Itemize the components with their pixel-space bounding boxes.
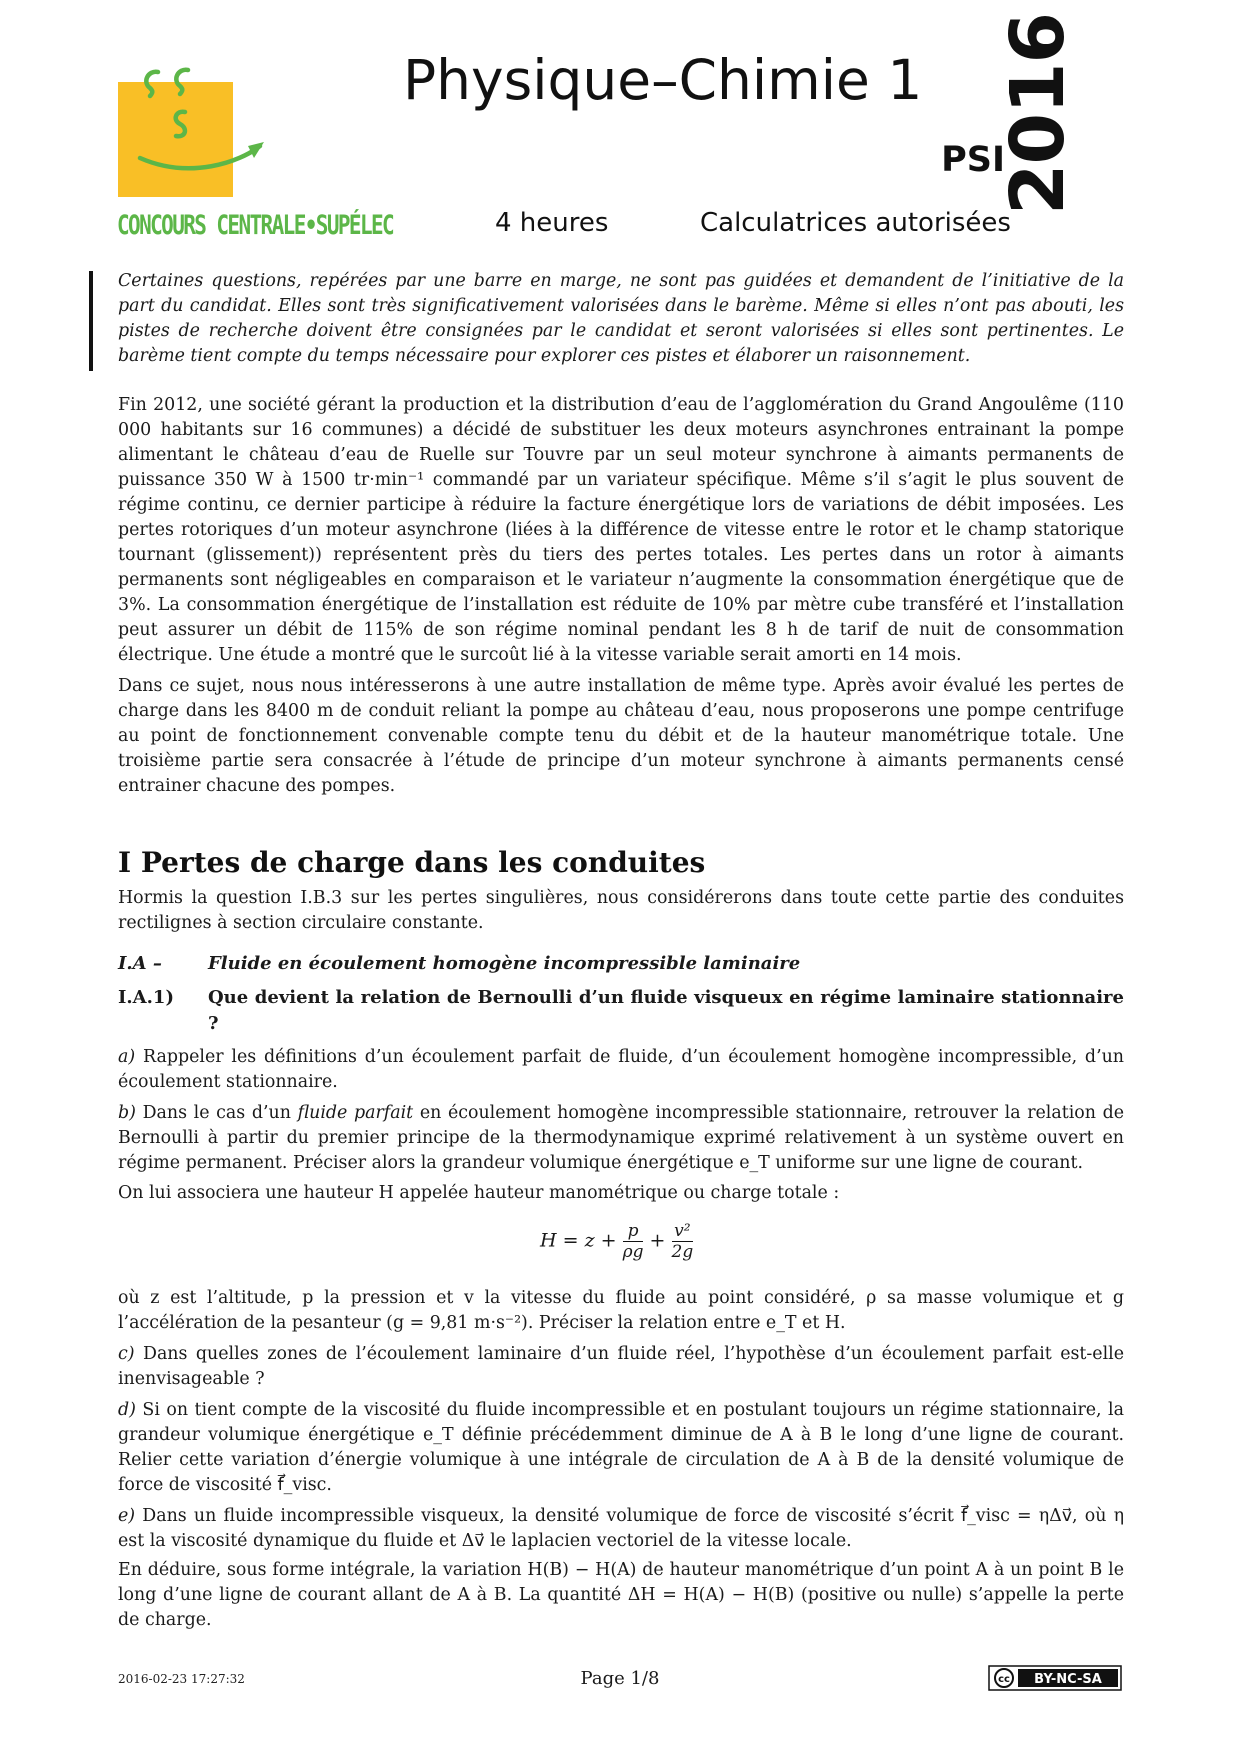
item-e: [118, 1504, 1124, 1554]
item-c: [118, 1342, 1124, 1392]
logo-letters-icon: [110, 62, 400, 212]
fraction-denominator: 2g: [671, 1242, 694, 1262]
cc-license-badge: [988, 1665, 1122, 1691]
subsection-title: Fluide en écoulement homogène incompressible laminaire: [208, 953, 801, 974]
margin-bar: [89, 271, 93, 371]
question-title: Que devient la relation de Bernoulli d’un fluide visqueux en régime laminaire stationnaire ?: [208, 987, 1124, 1034]
subsection-heading: [118, 953, 1018, 974]
intro-note: Certaines questions, repérées par une barre en marge, ne sont pas guidées et demandent de l’initiative de la part du candidat. Elles sont très significativement valorisées dans le barème. Même si elles n’ont pas abouti, les pistes de recherche doivent être consignées par le candidat et seront valorisées si elles sont pertinentes. Le barème tient compte du temps nécessaire pour explorer ces pistes et élaborer un raisonnement.: [118, 271, 1124, 366]
item-b-emphasis: fluide parfait: [297, 1103, 414, 1123]
section-title: I Pertes de charge dans les conduites: [118, 846, 706, 879]
footer-date: 2016-02-23 17:27:32: [118, 1672, 245, 1686]
cc-license-text: BY-NC-SA: [1034, 1672, 1102, 1687]
intro-paragraph-2: Dans ce sujet, nous nous intéresserons à une autre installation de même type. Après avoir évalué les pertes de charge dans les 8400 m de conduit reliant la pompe au château d’eau, nous proposerons une pompe centrifuge au point de fonctionnement convenable compte tenu du débit et de la hauteur manométrique totale. Une troisième partie sera consacrée à l’étude de principe d’un moteur synchrone à aimants permanents censé entrainer chacune des pompes.: [118, 676, 1124, 796]
question-heading: [118, 985, 1124, 1037]
after-formula: où z est l’altitude, p la pression et v la vitesse du fluide au point considéré, ρ sa masse volumique et g l’accélération de la pesanteur (g = 9,81 m·s⁻²). Préciser la relation entre e_T et H.: [118, 1288, 1124, 1333]
item-a-text: Rappeler les définitions d’un écoulement parfait de fluide, d’un écoulement homogène incompressible, d’un écoulement stationnaire.: [118, 1047, 1124, 1092]
item-d-label: d): [118, 1400, 136, 1420]
fraction-denominator: ρg: [622, 1242, 644, 1262]
formula-plus: +: [649, 1229, 666, 1252]
fraction-v2-2g: [672, 1221, 694, 1262]
item-e-text: Dans un fluide incompressible visqueux, la densité volumique de force de viscosité s’écrit f⃗_visc = ηΔv⃗, où η est la viscosité dynamique du fluide et Δv⃗ le laplacien vectoriel de la vitesse locale.: [118, 1506, 1125, 1551]
filiere-label: PSI: [941, 140, 1005, 180]
item-e-follow: En déduire, sous forme intégrale, la variation H(B) − H(A) de hauteur manométrique d’un point A à un point B le long d’une ligne de courant allant de A à B. La quantité ΔH = H(A) − H(B) (positive ou nulle) s’appelle la perte de charge.: [118, 1560, 1124, 1630]
logo-text: CONCOURS CENTRALE•SUPÉLEC: [117, 210, 394, 240]
item-c-label: c): [118, 1344, 135, 1364]
item-b-pre: Dans le cas d’un: [142, 1103, 291, 1123]
fraction-numerator: p: [623, 1221, 644, 1242]
fraction-p-rho-g: [623, 1221, 644, 1262]
fraction-numerator: v²: [672, 1221, 694, 1242]
centrale-supelec-logo: [110, 62, 400, 242]
item-b-follow: On lui associera une hauteur H appelée hauteur manométrique ou charge totale :: [118, 1183, 840, 1203]
exam-title: Physique–Chimie 1: [403, 48, 923, 112]
cc-symbol-text: cc: [998, 1674, 1010, 1685]
duration-label: 4 heures: [495, 208, 609, 238]
calculators-label: Calculatrices autorisées: [700, 208, 1011, 238]
item-c-text: Dans quelles zones de l’écoulement laminaire d’un fluide réel, l’hypothèse d’un écoulement parfait est-elle inenvisageable ?: [118, 1344, 1124, 1389]
item-b: [118, 1101, 1124, 1176]
item-d-text: Si on tient compte de la viscosité du fluide incompressible et en postulant toujours un régime stationnaire, la grandeur volumique énergétique e_T définie précédemment diminue de A à B le long d’une ligne de courant. Relier cette variation d’énergie volumique à une intégrale de circulation de A à B de la densité volumique de force de viscosité f⃗_visc.: [118, 1400, 1124, 1495]
intro-paragraph-1: Fin 2012, une société gérant la production et la distribution d’eau de l’agglomération du Grand Angoulême (110 000 habitants sur 16 communes) a décidé de substituer les deux moteurs asynchrones entrainant la pompe alimentant le château d’eau de Ruelle sur Touvre par un seul moteur synchrone à aimants permanents de puissance 350 W à 1500 tr·min⁻¹ commandé par un variateur spécifique. Même s’il s’agit le plus souvent de régime continu, ce dernier participe à réduire la facture énergétique lors de variations de débit imposées. Les pertes rotoriques d’un moteur asynchrone (liées à la différence de vitesse entre le rotor et le champ statorique tournant (glissement)) représentent près du tiers des pertes totales. Les pertes dans un rotor à aimants permanents sont négligeables en comparaison et le variateur n’augmente la consommation énergétique que de 3%. La consommation énergétique de l’installation est réduite de 10% par mètre cube transféré et l’installation peut assurer un débit de 115% de son régime nominal pendant les 8 h de tarif de nuit de consommation électrique. Une étude a montré que le surcoût lié à la vitesse variable serait amorti en 14 mois.: [118, 395, 1124, 665]
question-number: I.A.1): [118, 987, 174, 1008]
formula-lhs: H = z +: [540, 1229, 617, 1252]
item-e-label: e): [118, 1506, 136, 1526]
year-label: 2016: [995, 13, 1081, 215]
item-b-text: en écoulement homogène incompressible stationnaire, retrouver la relation de Bernoulli à partir du premier principe de la thermodynamique exprimé relativement à un système ouvert en régime permanent. Préciser alors la grandeur volumique énergétique e_T uniforme sur une ligne de courant.: [118, 1103, 1125, 1173]
section-intro: Hormis la question I.B.3 sur les pertes singulières, nous considérerons dans toute cette partie des conduites rectilignes à section circulaire constante.: [118, 888, 1124, 933]
item-a-label: a): [118, 1047, 136, 1067]
bernoulli-formula: [540, 1221, 740, 1281]
item-a: [118, 1045, 1124, 1095]
footer-page-number: Page 1/8: [580, 1668, 660, 1689]
item-d: [118, 1398, 1124, 1498]
subsection-number: I.A –: [118, 953, 162, 974]
item-b-label: b): [118, 1103, 136, 1123]
